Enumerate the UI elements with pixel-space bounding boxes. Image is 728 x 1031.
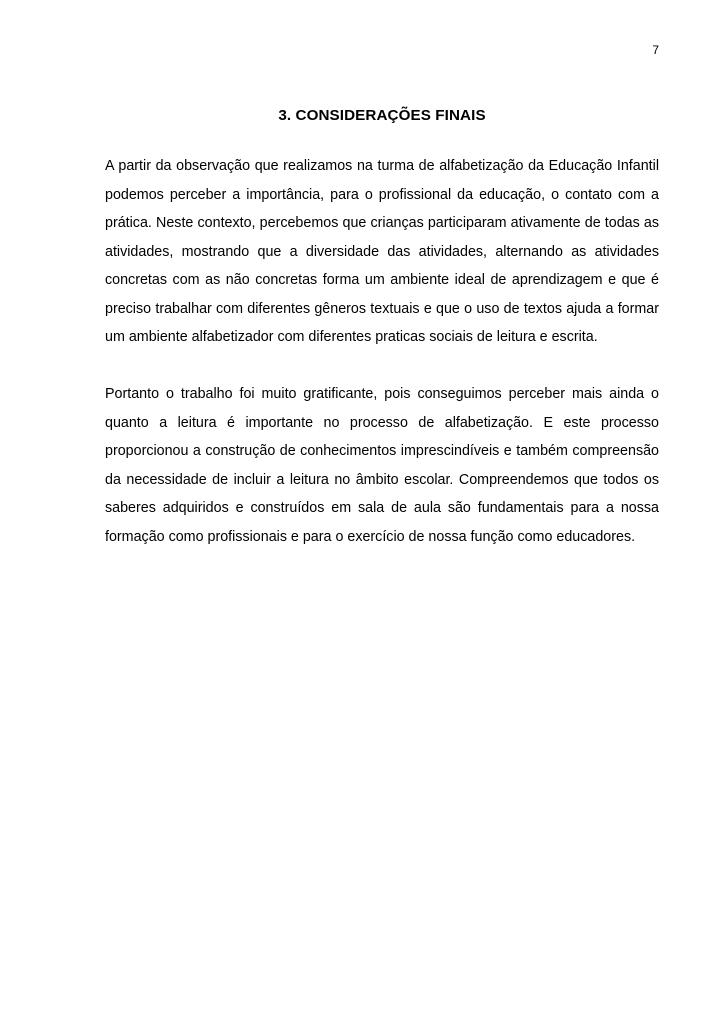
body-text — [105, 152, 659, 551]
paragraph-2: Portanto o trabalho foi muito gratificante, pois conseguimos perceber mais ainda o quanto a leitura é importante no processo de alfabetização. E este processo proporcionou a construção de conhecimentos imprescindíveis e também compreensão da necessidade de incluir a leitura no âmbito escolar. Compreendemos que todos os saberes adquiridos e construídos em sala de aula são fundamentais para a nossa formação como profissionais e para o exercício de nossa função como educadores. — [105, 386, 659, 545]
section-heading: 3. CONSIDERAÇÕES FINAIS — [278, 107, 486, 124]
page-number: 7 — [652, 43, 659, 57]
paragraph-1: A partir da observação que realizamos na turma de alfabetização da Educação Infantil podemos perceber a importância, para o profissional da educação, o contato com a prática. Neste contexto, percebemos que crianças participaram ativamente de todas as atividades, mostrando que a diversidade das atividades, alternando as atividades concretas com as não concretas forma um ambiente ideal de aprendizagem e que é preciso trabalhar com diferentes gêneros textuais e que o uso de textos ajuda a formar um ambiente alfabetizador com diferentes praticas sociais de leitura e escrita. — [105, 158, 659, 345]
